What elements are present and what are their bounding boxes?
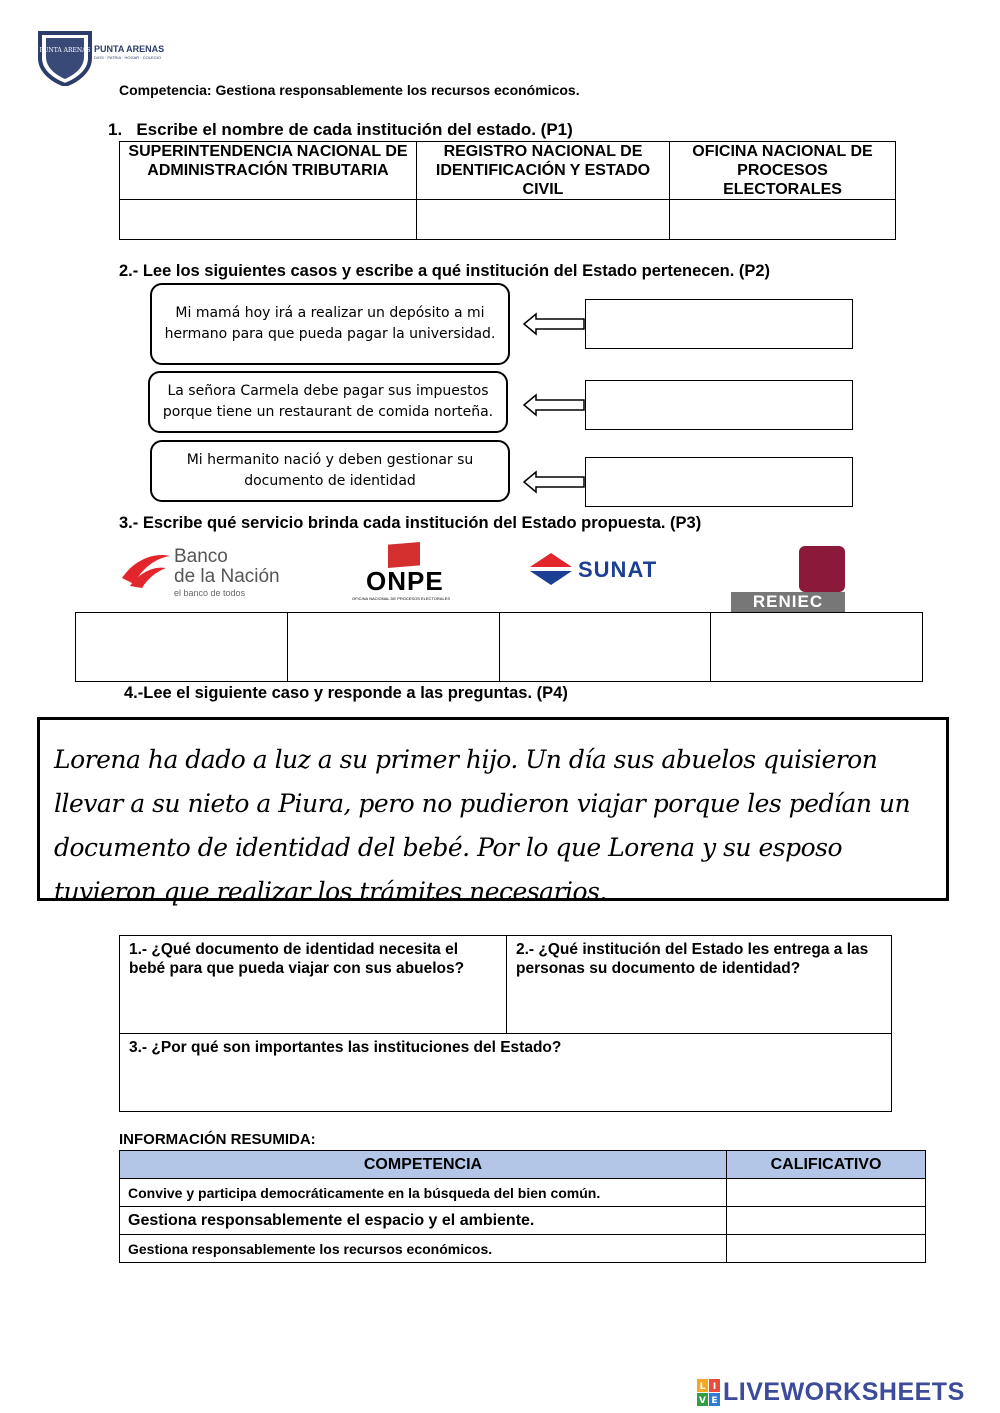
arrow-icon: [522, 312, 586, 336]
q4-question-3[interactable]: 3.- ¿Por qué son importantes las instituciones del Estado?: [120, 1034, 892, 1112]
liveworksheets-icon: [697, 1379, 721, 1407]
sunat-emblem-icon: [528, 551, 574, 587]
q3-answer-sunat[interactable]: [499, 613, 711, 682]
arrow-icon: [522, 470, 586, 494]
q4-question-1[interactable]: 1.- ¿Qué documento de identidad necesita el bebé para que pueda viajar con sus abuelos?: [120, 936, 507, 1034]
q3-answer-banco[interactable]: [76, 613, 288, 682]
q1-answer-2[interactable]: [417, 200, 670, 240]
svg-text:L: L: [699, 1382, 706, 1392]
banco-nacion-logo: [120, 546, 290, 602]
q4-question-table: [119, 935, 892, 1112]
svg-text:I: I: [712, 1382, 717, 1392]
case-2: La señora Carmela debe pagar sus impuestos porque tiene un restaurant de comida norteña.: [148, 371, 508, 433]
banco-tagline: el banco de todos: [174, 588, 246, 598]
reniec-logo: [731, 546, 845, 614]
reniec-wordmark: RENIEC: [731, 592, 845, 612]
summary-title: INFORMACIÓN RESUMIDA:: [119, 1131, 316, 1148]
school-subtitle: DIOS · PATRIA · HOGAR · COLEGIO: [94, 55, 161, 60]
q1-table: [119, 141, 896, 240]
sunat-logo: [528, 551, 688, 589]
q1-answer-3[interactable]: [670, 200, 896, 240]
liveworksheets-wordmark: LIVEWORKSHEETS: [723, 1378, 965, 1406]
q4-question-2[interactable]: 2.- ¿Qué institución del Estado les entrega a las personas su documento de identidad?: [507, 936, 892, 1034]
q1-answer-1[interactable]: [120, 200, 417, 240]
q2-title: 2.- Lee los siguientes casos y escribe a qué institución del Estado pertenecen. (P2): [119, 262, 771, 280]
reniec-figures-icon: [799, 546, 845, 592]
competencia-line: Competencia: Gestiona responsablemente los recursos económicos.: [119, 82, 580, 98]
onpe-emblem-icon: [388, 542, 420, 568]
summary-row-1: Convive y participa democráticamente en la búsqueda del bien común.: [120, 1179, 727, 1207]
q3-title: 3.- Escribe qué servicio brinda cada institución del Estado propuesta. (P3): [119, 514, 702, 532]
school-name-a: PUNTA: [94, 44, 124, 54]
svg-text:PUNTA ARENAS: PUNTA ARENAS: [39, 47, 91, 54]
q3-answer-reniec[interactable]: [711, 613, 923, 682]
banco-line2: de la Nación: [174, 566, 280, 587]
q1-title: 1. Escribe el nombre de cada institución del estado. (P1): [108, 120, 573, 139]
summary-header-calificativo: CALIFICATIVO: [727, 1151, 926, 1179]
school-name-b: ARENAS: [126, 44, 165, 54]
q3-answer-table: [75, 612, 923, 682]
summary-header-competencia: COMPETENCIA: [120, 1151, 727, 1179]
onpe-wordmark: ONPE: [366, 566, 444, 596]
case-1: Mi mamá hoy irá a realizar un depósito a mi hermano para que pueda pagar la universidad.: [150, 283, 510, 365]
case-3-answer[interactable]: [585, 457, 853, 507]
q1-col-reniec: REGISTRO NACIONAL DE IDENTIFICACIÓN Y ESTADO CIVIL: [417, 142, 670, 200]
q3-answer-onpe[interactable]: [287, 613, 499, 682]
summary-grade-3[interactable]: [727, 1235, 926, 1263]
liveworksheets-brand: [697, 1378, 993, 1408]
shield-icon: [36, 30, 94, 86]
case-1-answer[interactable]: [585, 299, 853, 349]
q4-title: 4.-Lee el siguiente caso y responde a las preguntas. (P4): [124, 684, 568, 702]
summary-table: [119, 1150, 926, 1263]
onpe-subtitle: OFICINA NACIONAL DE PROCESOS ELECTORALES: [352, 596, 451, 601]
svg-text:E: E: [711, 1396, 718, 1406]
summary-grade-1[interactable]: [727, 1179, 926, 1207]
svg-text:V: V: [699, 1396, 706, 1406]
case-2-answer[interactable]: [585, 380, 853, 430]
school-logo: [36, 30, 176, 86]
summary-row-2: Gestiona responsablemente el espacio y el ambiente.: [120, 1207, 727, 1235]
sunat-wordmark: SUNAT: [578, 557, 658, 582]
q1-col-sunat: SUPERINTENDENCIA NACIONAL DE ADMINISTRACIÓN TRIBUTARIA: [120, 142, 417, 200]
banco-line1: Banco: [174, 546, 228, 567]
banco-swoosh-icon: [120, 550, 172, 590]
story-box: Lorena ha dado a luz a su primer hijo. Un día sus abuelos quisieron llevar a su nieto a Piura, pero no pudieron viajar porque les pedían un documento de identidad del bebé. Por lo que Lorena y su esposo tuvieron que realizar los trámites necesarios.: [37, 717, 949, 901]
onpe-logo: [348, 540, 464, 606]
summary-row-3: Gestiona responsablemente los recursos económicos.: [120, 1235, 727, 1263]
case-3: Mi hermanito nació y deben gestionar su documento de identidad: [150, 440, 510, 502]
arrow-icon: [522, 393, 586, 417]
summary-grade-2[interactable]: [727, 1207, 926, 1235]
q1-col-onpe: OFICINA NACIONAL DE PROCESOS ELECTORALES: [670, 142, 896, 200]
